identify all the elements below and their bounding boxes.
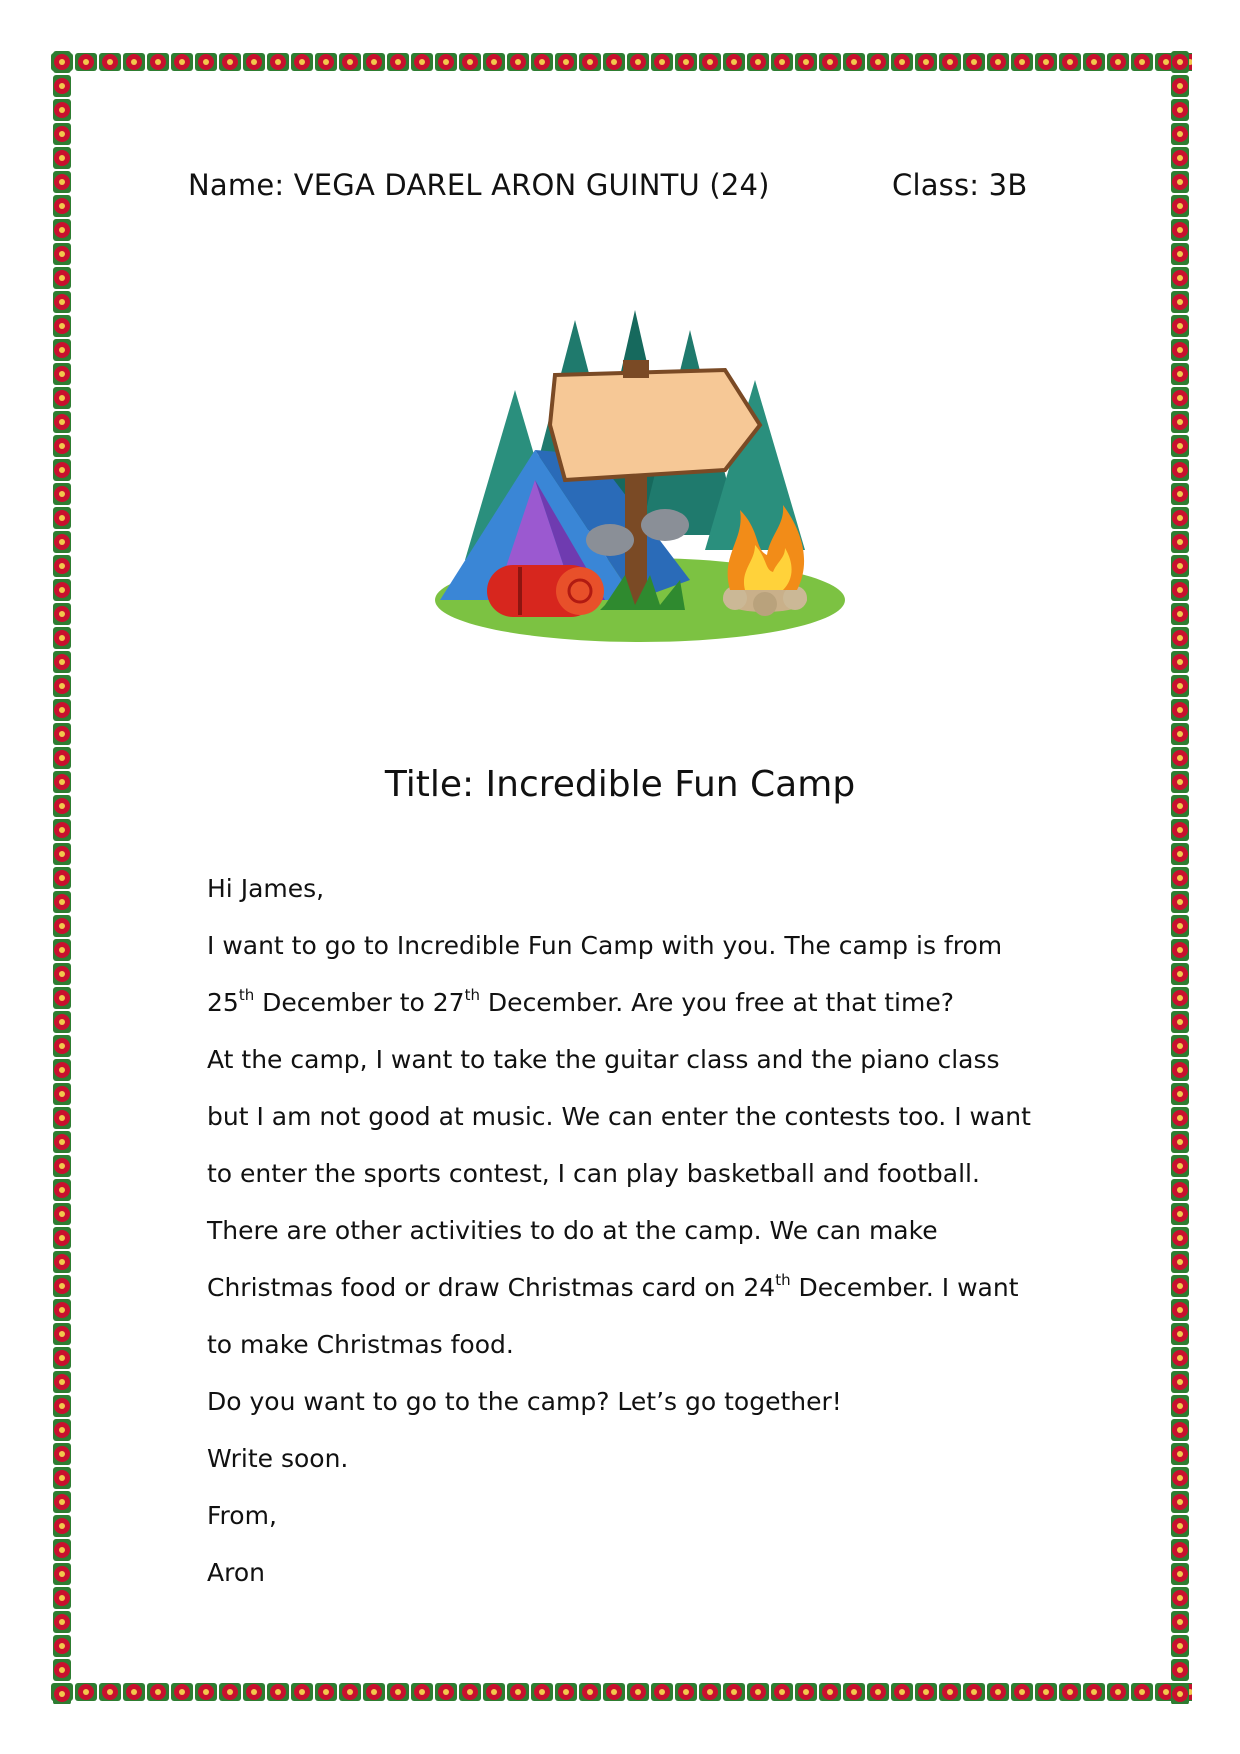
letter-line: to enter the sports contest, I can play basketball and football. [207,1159,980,1188]
class-label: Class: 3B [892,168,1028,202]
flower-border-left [50,50,74,1704]
letter-line: but I am not good at music. We can enter the contests too. I want [207,1102,1031,1131]
christmas-activities-text: Christmas food or draw Christmas card on 24 [207,1273,776,1302]
letter-line: There are other activities to do at the camp. We can make [207,1216,938,1245]
letter-line: Do you want to go to the camp? Let’s go together! [207,1387,842,1416]
ordinal-suffix: th [775,1270,791,1289]
student-name: Name: VEGA DAREL ARON GUINTU (24) [188,168,770,202]
letter-greeting: Hi James, [207,874,325,903]
letter-line-christmas [207,1259,1087,1316]
letter-line: At the camp, I want to take the guitar class and the piano class [207,1045,1000,1074]
flower-border-bottom [50,1680,1192,1704]
ordinal-suffix: th [464,985,480,1004]
date-question: December. Are you free at that time? [479,988,954,1017]
letter-body [207,860,1087,1601]
letter-line: to make Christmas food. [207,1330,514,1359]
flower-border-top [50,50,1192,74]
christmas-want-text: December. I want [790,1273,1019,1302]
letter-line-dates [207,974,1087,1031]
date-start-day: 25 [207,988,239,1017]
ordinal-suffix: th [238,985,255,1004]
letter-closing: From, [207,1501,277,1530]
letter-line: I want to go to Incredible Fun Camp with you. The camp is from [207,931,1003,960]
date-end-text: December to 27 [254,988,465,1017]
letter-line: Write soon. [207,1444,349,1473]
flower-border-right [1168,50,1192,1704]
letter-signature: Aron [207,1558,265,1587]
campsite-illustration-icon [425,300,845,680]
letter-title: Title: Incredible Fun Camp [384,764,856,805]
